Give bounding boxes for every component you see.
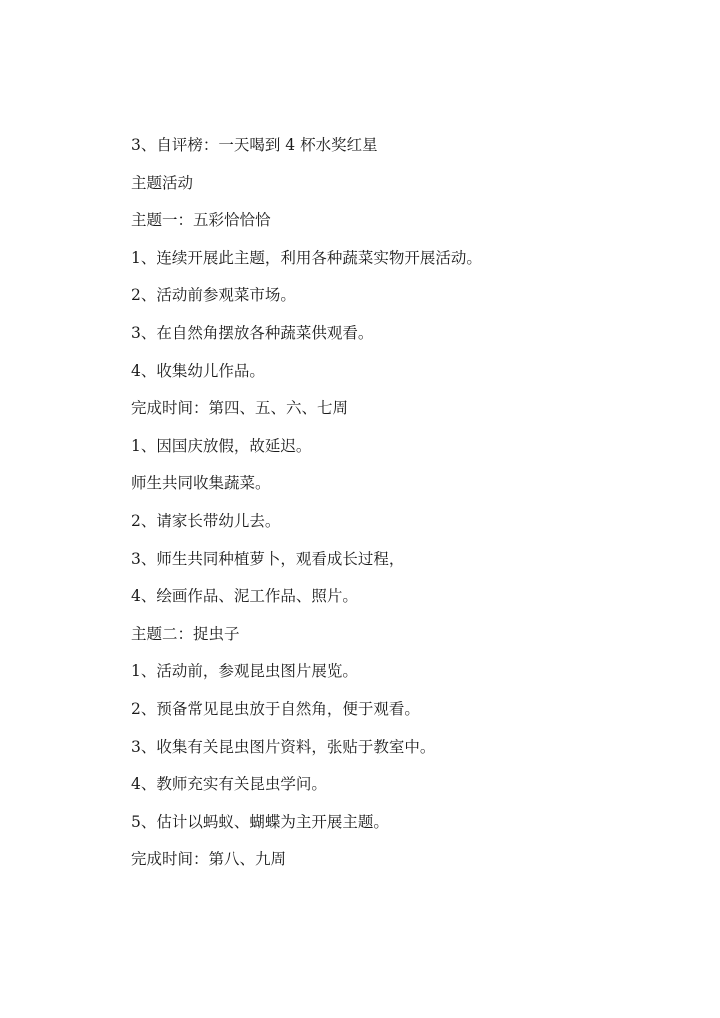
document-body [131,130,691,882]
text-line: 4、收集幼儿作品。 [131,361,265,380]
text-line: 1、活动前，参观昆虫图片展览。 [131,662,358,681]
text-line: 2、请家长带幼儿去。 [131,511,281,530]
text-line: 2、活动前参观菜市场。 [131,286,296,305]
text-line: 师生共同收集蔬菜。 [131,474,271,493]
text-line: 5、估计以蚂蚁、蝴蝶为主开展主题。 [131,812,389,831]
theme-heading: 主题二：捉虫子 [131,624,240,643]
text-line: 1、因国庆放假，故延迟。 [131,436,312,455]
text-line: 4、教师充实有关昆虫学问。 [131,775,327,794]
completion-time: 完成时间：第八、九周 [131,850,287,869]
theme-heading: 主题一：五彩恰恰恰 [131,211,271,230]
completion-time: 完成时间：第四、五、六、七周 [131,399,349,418]
text-line: 3、师生共同种植萝卜，观看成长过程， [131,549,405,568]
text-line: 1、连续开展此主题，利用各种蔬菜实物开展活动。 [131,248,482,267]
text-line: 2、预备常见昆虫放于自然角，便于观看。 [131,699,420,718]
text-line: 3、自评榜：一天喝到 4 杯水奖红星 [131,136,378,154]
text-line: 3、在自然角摆放各种蔬菜供观看。 [131,323,374,342]
section-heading: 主题活动 [131,173,194,192]
text-line: 4、绘画作品、泥工作品、照片。 [131,587,358,606]
text-line: 3、收集有关昆虫图片资料，张贴于教室中。 [131,737,436,756]
